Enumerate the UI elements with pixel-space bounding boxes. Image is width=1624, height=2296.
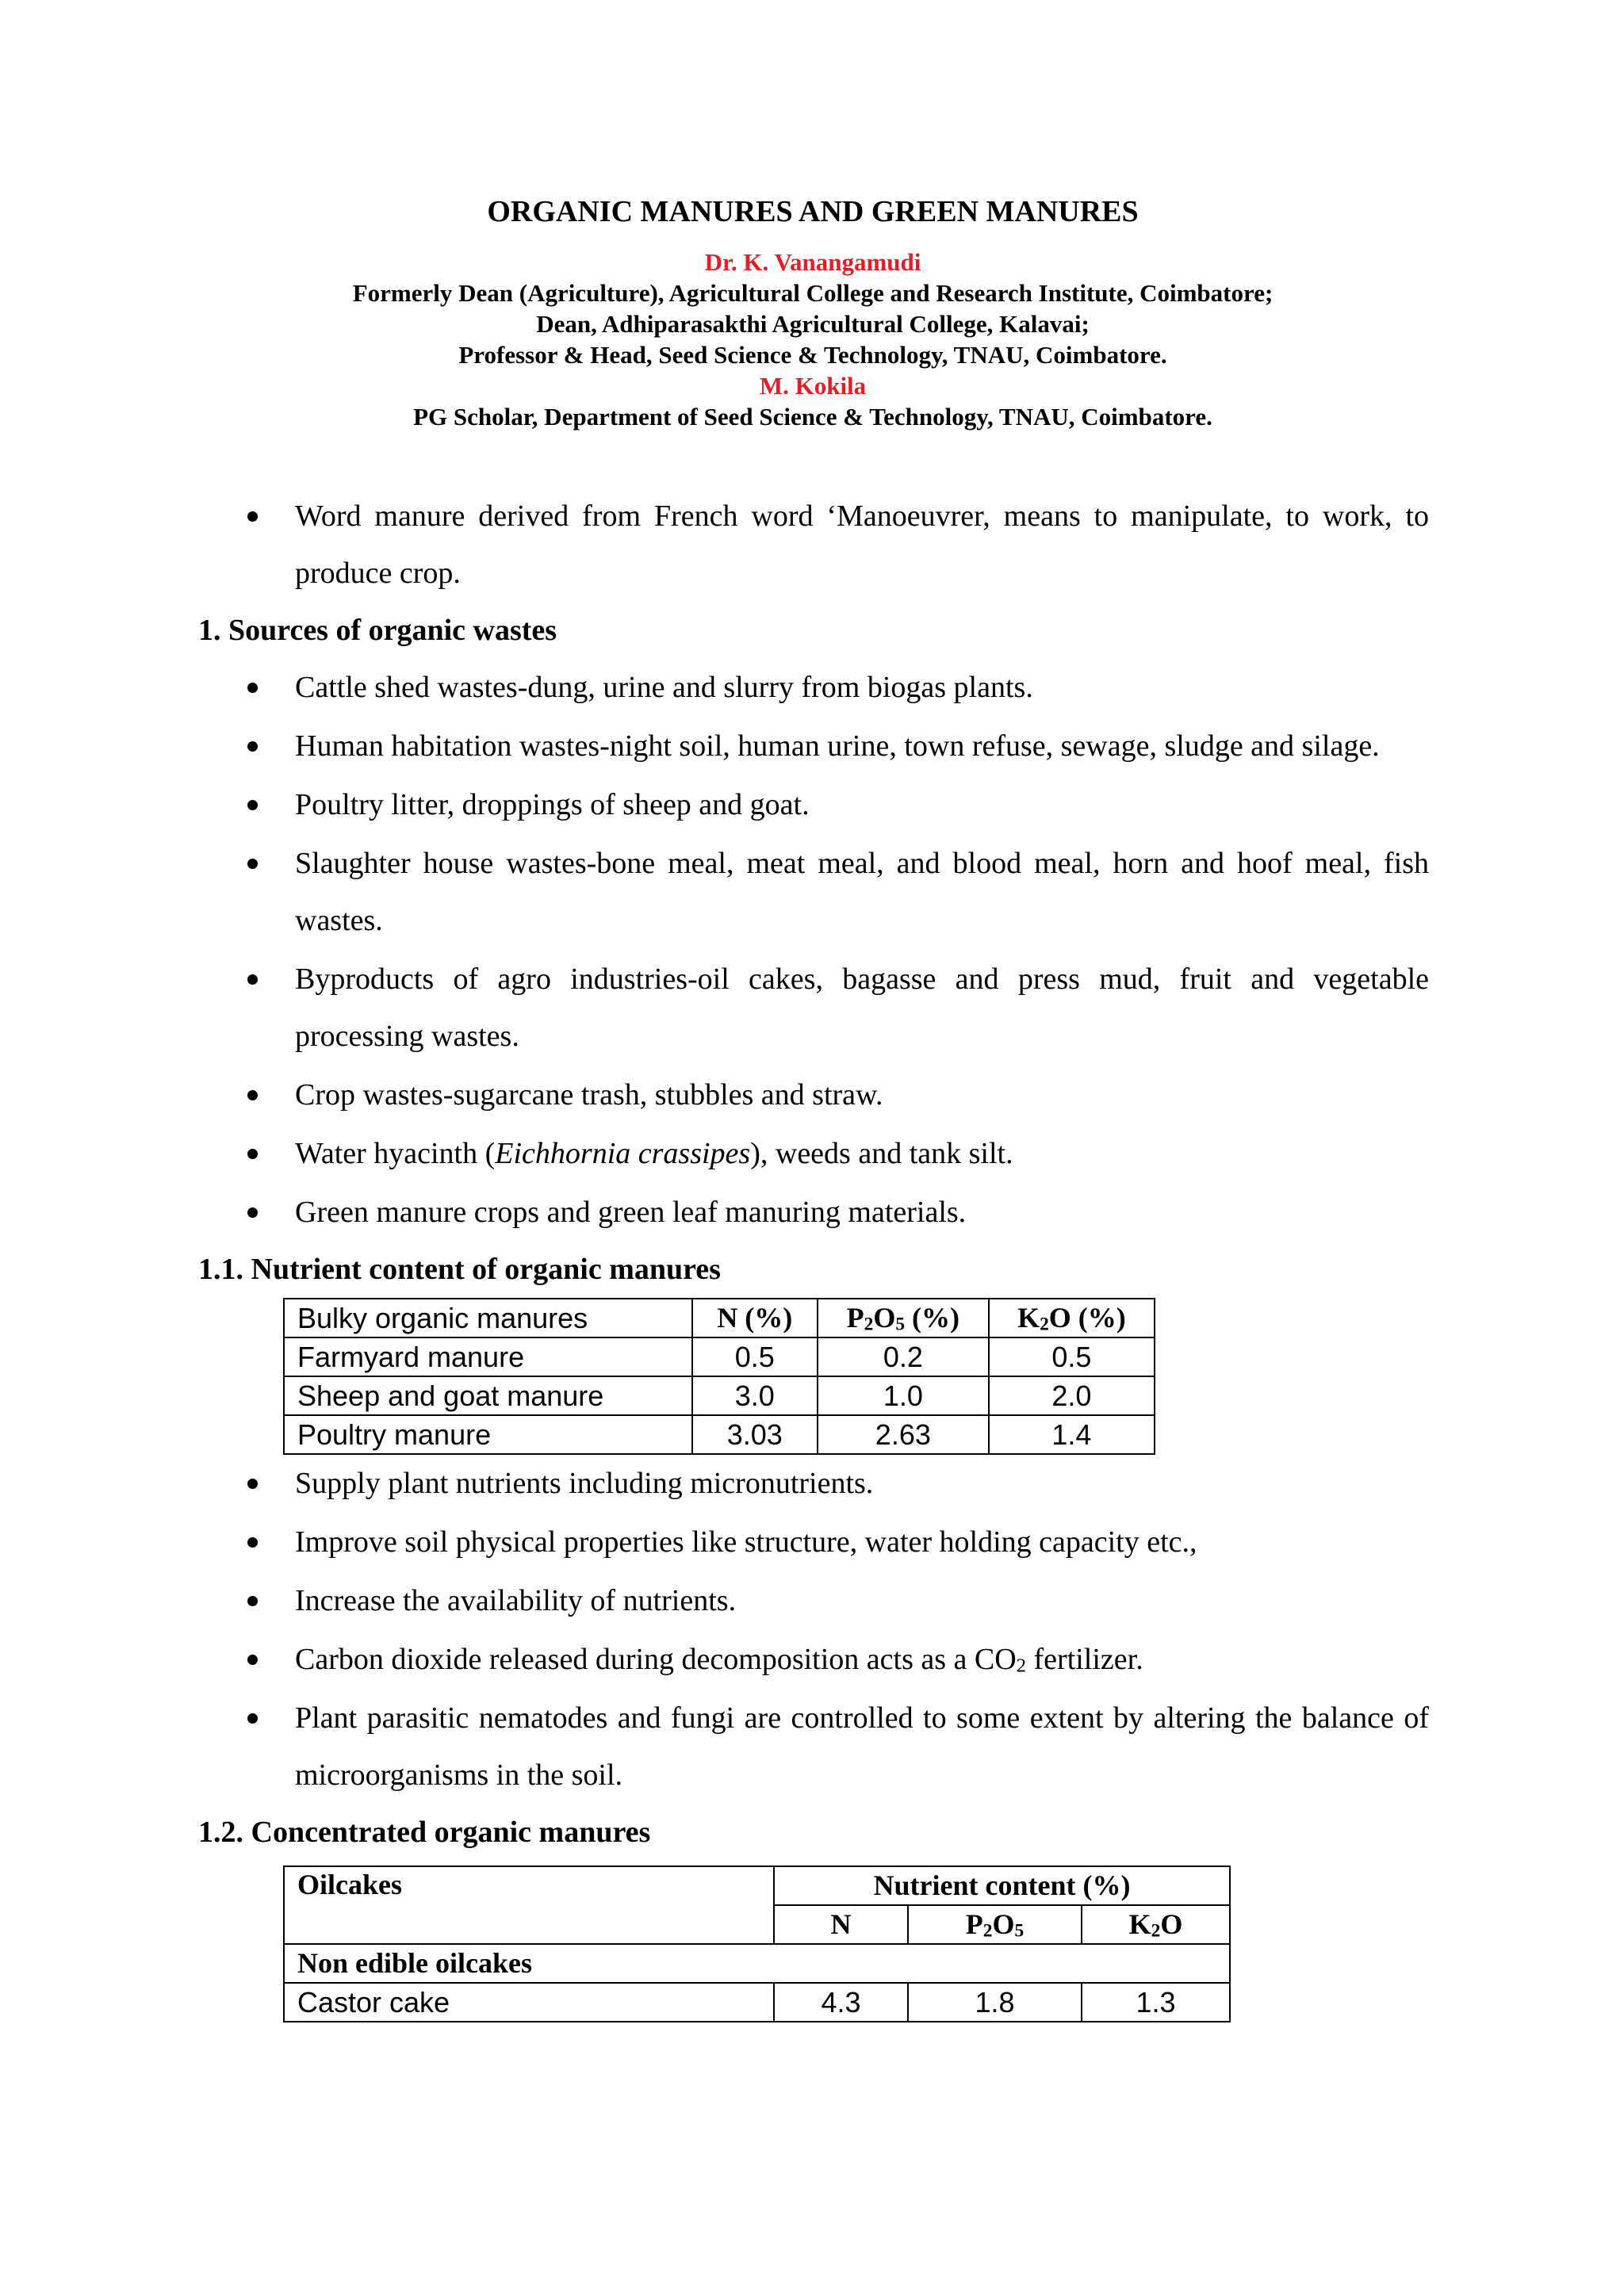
table-cell: 0.5 <box>989 1337 1155 1376</box>
table-cell: 1.0 <box>818 1376 989 1415</box>
oilcake-table <box>283 1866 1231 2022</box>
document-body <box>198 488 1429 2022</box>
table-cell: 2.63 <box>818 1415 989 1454</box>
list-item: Word manure derived from French word ‘Manoeuvrer, means to manipulate, to work, to produce crop. <box>198 488 1429 602</box>
bullet-icon <box>247 741 258 752</box>
table-cell: Poultry manure <box>284 1415 692 1454</box>
bullet-icon <box>247 1655 258 1665</box>
bullet-icon <box>247 1479 258 1489</box>
list-item: Cattle shed wastes-dung, urine and slurry from biogas plants. <box>198 659 1429 716</box>
section-heading: 1.1. Nutrient content of organic manures <box>198 1253 721 1286</box>
list-item: Poultry litter, droppings of sheep and goat. <box>198 776 1429 833</box>
section-heading: 1. Sources of organic wastes <box>198 614 557 647</box>
bullet-icon <box>247 974 258 985</box>
table-cell: 0.5 <box>692 1337 818 1376</box>
list-item: Slaughter house wastes-bone meal, meat meal, and blood meal, horn and hoof meal, fish wastes. <box>198 835 1429 949</box>
table-header-cell: $P_2O_5$ <box>908 1905 1082 1944</box>
list-item: Plant parasitic nematodes and fungi are controlled to some extent by altering the balance of microorganisms in the soil. <box>198 1689 1429 1804</box>
bullet-icon <box>247 1207 258 1218</box>
table-cell: 0.2 <box>818 1337 989 1376</box>
bullet-icon <box>247 1713 258 1724</box>
author-name: Dr. K. Vanangamudi <box>704 248 921 276</box>
author-affiliation: PG Scholar, Department of Seed Science & Technology, TNAU, Coimbatore. <box>413 403 1212 430</box>
author-affiliation: Dean, Adhiparasakthi Agricultural College, Kalavai; <box>536 310 1090 338</box>
table-header-cell: $K_2O$ (%) <box>989 1299 1155 1337</box>
table-header-cell: $K_2O$ <box>1082 1905 1230 1944</box>
list-item: Carbon dioxide released during decomposition acts as a $CO_2$ fertilizer. <box>198 1631 1429 1688</box>
list-item: Improve soil physical properties like structure, water holding capacity etc., <box>198 1513 1429 1571</box>
list-item: Crop wastes-sugarcane trash, stubbles and straw. <box>198 1066 1429 1123</box>
table-cell: 3.03 <box>692 1415 818 1454</box>
document-header <box>198 194 1427 432</box>
bullet-icon <box>247 511 258 522</box>
table-cell: 1.3 <box>1082 1983 1230 2022</box>
bullet-icon <box>247 683 258 693</box>
section-heading: 1.2. Concentrated organic manures <box>198 1816 651 1849</box>
intro-list <box>198 488 1429 602</box>
table-row <box>284 1337 1155 1376</box>
table-header-cell: Bulky organic manures <box>284 1299 692 1337</box>
list-item: Increase the availability of nutrients. <box>198 1572 1429 1629</box>
page-title: ORGANIC MANURES AND GREEN MANURES <box>487 195 1139 228</box>
list-item: Supply plant nutrients including micronutrients. <box>198 1455 1429 1512</box>
author-name: M. Kokila <box>759 372 867 400</box>
table-row <box>284 1983 1230 2022</box>
nutrient-table <box>283 1298 1155 1455</box>
bullet-icon <box>247 1537 258 1548</box>
table-header-cell: N <box>774 1905 908 1944</box>
list-item: Water hyacinth (Eichhornia crassipes), weeds and tank silt. <box>198 1125 1429 1182</box>
table-header-cell: Nutrient content (%) <box>774 1866 1230 1905</box>
table-subheading: Non edible oilcakes <box>284 1944 1230 1983</box>
bullet-icon <box>247 1596 258 1606</box>
list-item: Human habitation wastes-night soil, human urine, town refuse, sewage, sludge and silage. <box>198 718 1429 775</box>
benefits-list <box>198 1455 1429 1804</box>
table-header-cell: N (%) <box>692 1299 818 1337</box>
table-cell: 1.4 <box>989 1415 1155 1454</box>
list-item: Green manure crops and green leaf manuring materials. <box>198 1184 1429 1241</box>
table-cell: Castor cake <box>284 1983 774 2022</box>
table-cell: Sheep and goat manure <box>284 1376 692 1415</box>
author-affiliation: Professor & Head, Seed Science & Technology, TNAU, Coimbatore. <box>458 341 1167 369</box>
table-row <box>284 1376 1155 1415</box>
table-cell: 3.0 <box>692 1376 818 1415</box>
sources-list <box>198 659 1429 1241</box>
table-row <box>284 1415 1155 1454</box>
table-cell: 1.8 <box>908 1983 1082 2022</box>
bullet-icon <box>247 800 258 810</box>
table-header-row <box>284 1866 1230 1905</box>
table-header-row <box>284 1299 1155 1337</box>
table-header-cell: Oilcakes <box>284 1866 774 1944</box>
table-cell: 2.0 <box>989 1376 1155 1415</box>
bullet-icon <box>247 1149 258 1159</box>
bullet-icon <box>247 1090 258 1100</box>
list-item: Byproducts of agro industries-oil cakes, bagasse and press mud, fruit and vegetable processing wastes. <box>198 951 1429 1065</box>
bullet-icon <box>247 859 258 869</box>
author-affiliation: Formerly Dean (Agriculture), Agricultural College and Research Institute, Coimbatore; <box>352 279 1274 307</box>
table-cell: Farmyard manure <box>284 1337 692 1376</box>
table-cell: 4.3 <box>774 1983 908 2022</box>
table-header-cell: $P_2O_5$ (%) <box>818 1299 989 1337</box>
table-row <box>284 1944 1230 1983</box>
